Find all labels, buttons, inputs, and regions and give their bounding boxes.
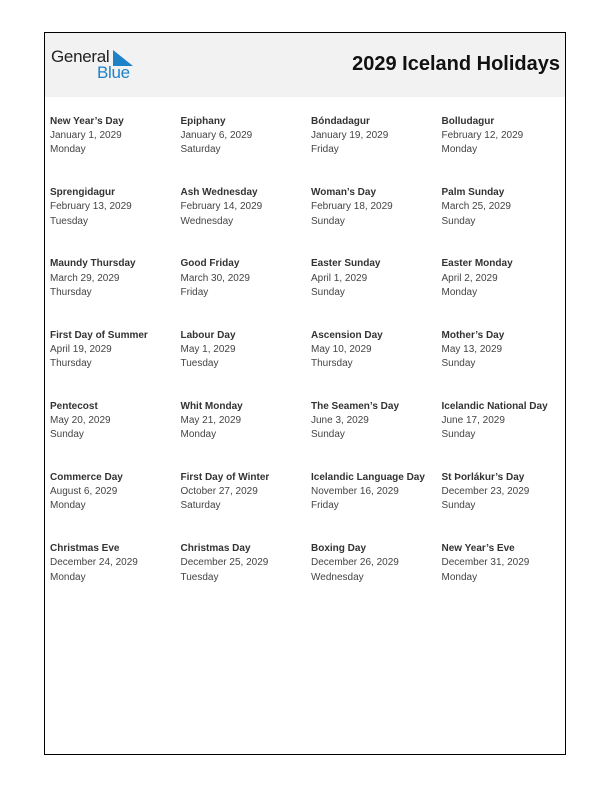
holiday-weekday: Thursday <box>311 357 353 369</box>
holiday-entry <box>311 115 442 186</box>
holiday-weekday: Tuesday <box>180 357 219 369</box>
holiday-entry <box>50 186 181 257</box>
page-frame <box>44 32 566 755</box>
holiday-date: May 1, 2029 <box>180 343 236 355</box>
holiday-weekday: Thursday <box>50 357 92 369</box>
holiday-weekday: Monday <box>50 500 86 512</box>
holiday-entry <box>181 257 312 328</box>
holiday-entry <box>311 329 442 400</box>
holiday-entry <box>50 400 181 471</box>
holiday-weekday: Sunday <box>311 286 345 298</box>
holiday-name: Easter Monday <box>441 258 513 270</box>
holiday-name: Icelandic National Day <box>441 400 548 412</box>
holiday-entry <box>442 115 566 186</box>
holiday-entry <box>50 115 181 186</box>
holiday-date: December 24, 2029 <box>50 557 138 569</box>
holiday-name: Commerce Day <box>50 471 123 483</box>
holiday-entry <box>181 400 312 471</box>
holiday-name: The Seamen’s Day <box>311 400 400 412</box>
holiday-entry <box>181 329 312 400</box>
holiday-weekday: Sunday <box>50 429 84 441</box>
holiday-weekday: Friday <box>311 144 339 156</box>
holiday-weekday: Tuesday <box>180 571 219 583</box>
holiday-entry <box>311 542 442 613</box>
holiday-date: February 13, 2029 <box>50 201 132 213</box>
holiday-date: May 20, 2029 <box>50 414 111 426</box>
holiday-name: Icelandic Language Day <box>311 471 425 483</box>
holiday-weekday: Monday <box>441 286 478 298</box>
holiday-entry <box>181 186 312 257</box>
holiday-weekday: Sunday <box>441 500 476 512</box>
holiday-weekday: Monday <box>50 144 86 156</box>
holiday-weekday: Monday <box>180 429 217 441</box>
holiday-weekday: Saturday <box>180 144 221 156</box>
holiday-date: January 6, 2029 <box>180 130 253 142</box>
holiday-date: January 1, 2029 <box>50 130 122 142</box>
holiday-weekday: Sunday <box>441 357 476 369</box>
holiday-weekday: Sunday <box>441 215 476 227</box>
holiday-entry <box>50 257 181 328</box>
holiday-entry <box>311 471 442 542</box>
holiday-entry <box>181 471 312 542</box>
holiday-name: Sprengidagur <box>50 187 116 199</box>
holiday-name: Epiphany <box>180 116 226 127</box>
holiday-name: Ascension Day <box>311 329 383 341</box>
holiday-entry <box>50 329 181 400</box>
holiday-date: December 26, 2029 <box>311 557 399 569</box>
holiday-entry <box>181 542 312 613</box>
holiday-weekday: Tuesday <box>50 215 88 227</box>
holiday-weekday: Monday <box>441 571 478 583</box>
holiday-name: Boxing Day <box>311 543 367 555</box>
holiday-name: Palm Sunday <box>441 187 505 199</box>
holiday-date: March 29, 2029 <box>50 272 120 284</box>
holiday-name: First Day of Summer <box>50 329 148 341</box>
holiday-name: New Year’s Eve <box>441 543 515 555</box>
holiday-date: June 3, 2029 <box>311 414 369 426</box>
holiday-date: February 14, 2029 <box>180 201 263 213</box>
holiday-date: February 12, 2029 <box>441 130 524 142</box>
holiday-name: Whit Monday <box>180 400 243 412</box>
holiday-name: Woman’s Day <box>311 187 377 199</box>
holiday-date: May 13, 2029 <box>441 343 503 355</box>
holiday-date: June 17, 2029 <box>441 414 505 426</box>
logo-text-general: General <box>51 47 110 66</box>
holiday-date: May 21, 2029 <box>180 414 242 426</box>
holiday-name: Christmas Day <box>180 543 251 555</box>
holiday-entry <box>442 400 566 471</box>
holiday-name: Bolludagur <box>441 116 495 127</box>
holiday-date: December 31, 2029 <box>441 557 530 569</box>
holiday-entry <box>311 186 442 257</box>
holiday-weekday: Monday <box>50 571 86 583</box>
holiday-name: Pentecost <box>50 400 98 412</box>
holiday-name: Easter Sunday <box>311 258 381 270</box>
holiday-weekday: Saturday <box>180 500 221 512</box>
holiday-entry <box>311 400 442 471</box>
holiday-name: Ash Wednesday <box>180 187 258 199</box>
holiday-date: November 16, 2029 <box>311 486 399 498</box>
holiday-weekday: Wednesday <box>311 571 364 583</box>
holiday-entry <box>442 329 566 400</box>
holiday-entry <box>181 115 312 186</box>
holiday-weekday: Wednesday <box>180 215 234 227</box>
holiday-date: February 18, 2029 <box>311 201 393 213</box>
holiday-weekday: Sunday <box>441 429 476 441</box>
holiday-date: December 25, 2029 <box>180 557 269 569</box>
holiday-name: Maundy Thursday <box>50 258 136 270</box>
holiday-date: May 10, 2029 <box>311 343 372 355</box>
logo-text-blue: Blue <box>97 63 130 82</box>
holiday-name: New Year’s Day <box>50 116 124 127</box>
holiday-date: August 6, 2029 <box>50 486 118 498</box>
holiday-weekday: Thursday <box>50 286 92 298</box>
holiday-entry <box>50 542 181 613</box>
holiday-entry <box>50 471 181 542</box>
holiday-entry <box>311 257 442 328</box>
holiday-entry <box>442 471 566 542</box>
holiday-name: First Day of Winter <box>180 471 270 483</box>
holiday-weekday: Sunday <box>311 429 345 441</box>
holiday-weekday: Friday <box>311 500 339 512</box>
logo <box>51 47 151 83</box>
holiday-name: Mother’s Day <box>441 329 505 341</box>
holiday-date: April 1, 2029 <box>311 272 368 284</box>
holiday-name: Good Friday <box>180 258 240 270</box>
holiday-entry <box>442 186 566 257</box>
page-title: 2029 Iceland Holidays <box>352 53 560 75</box>
holiday-date: December 23, 2029 <box>441 486 530 498</box>
holiday-name: Labour Day <box>180 329 236 341</box>
holiday-name: Bóndadagur <box>311 116 370 127</box>
holiday-weekday: Friday <box>180 286 209 298</box>
holiday-name: St Þorlákur’s Day <box>441 471 525 483</box>
holiday-entry <box>442 257 566 328</box>
holiday-date: March 30, 2029 <box>180 272 250 284</box>
holiday-weekday: Monday <box>441 144 478 156</box>
holiday-date: April 2, 2029 <box>441 272 498 284</box>
holiday-weekday: Sunday <box>311 215 345 227</box>
holiday-date: April 19, 2029 <box>50 343 112 355</box>
holiday-date: March 25, 2029 <box>441 201 511 213</box>
holiday-name: Christmas Eve <box>50 543 120 555</box>
header-band <box>45 33 565 97</box>
holiday-date: January 19, 2029 <box>311 130 389 142</box>
holiday-date: October 27, 2029 <box>180 486 258 498</box>
holiday-grid <box>50 115 565 613</box>
holiday-entry <box>442 542 566 613</box>
